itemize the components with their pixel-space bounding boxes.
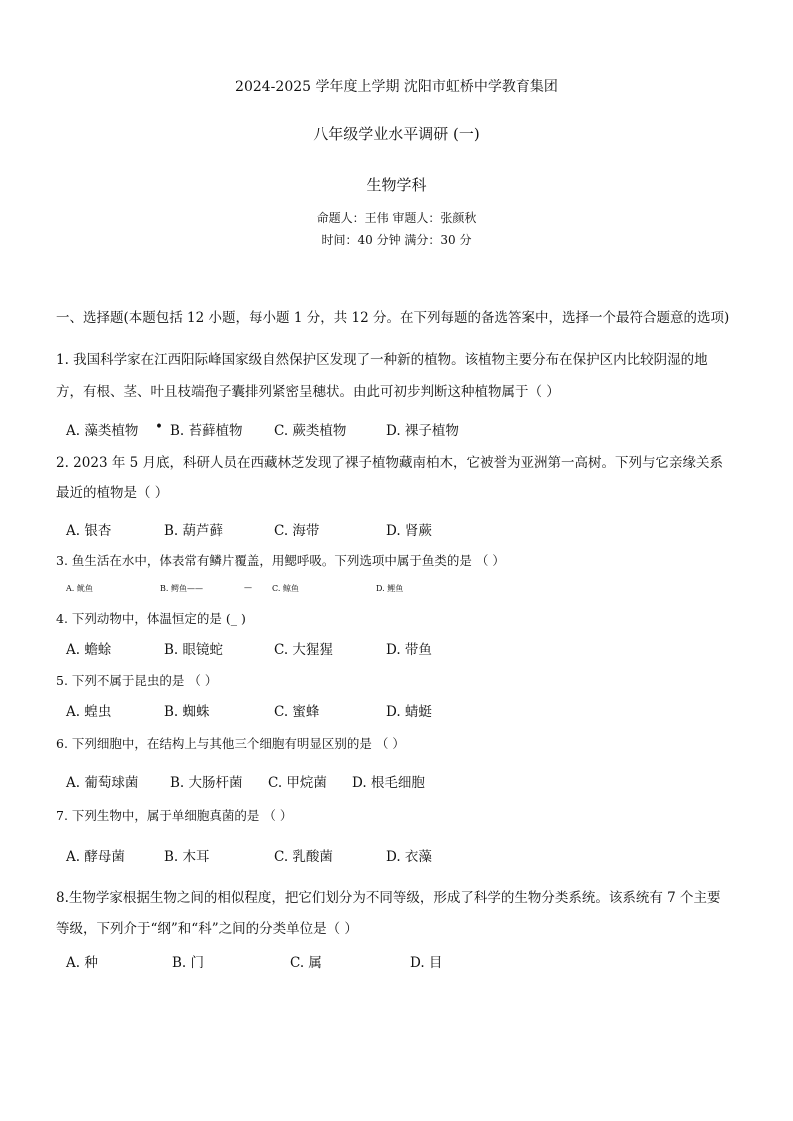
question-2-option-b: B. 葫芦藓 bbox=[164, 523, 224, 539]
subject-title: 生物学科 bbox=[366, 176, 427, 194]
section-heading: 一、选择题(本题包括 12 小题，每小题 1 分，共 12 分。在下列每题的备选答案中，选择一个最符合题意的选项) bbox=[56, 310, 730, 326]
question-2-option-c: C. 海带 bbox=[274, 523, 320, 539]
question-2-option-a: A. 银杏 bbox=[66, 523, 112, 539]
question-3-option-c: C. 鲸鱼 bbox=[272, 584, 299, 593]
question-3-option-b: B. 鳄鱼—— bbox=[160, 584, 203, 593]
question-4-option-a: A. 蟾蜍 bbox=[66, 642, 112, 658]
question-2-option-d: D. 肾蕨 bbox=[386, 523, 432, 539]
question-6-line-1: 6. 下列细胞中，在结构上与其他三个细胞有明显区别的是 （ ） bbox=[56, 736, 405, 751]
question-5-option-c: C. 蜜蜂 bbox=[274, 704, 320, 720]
question-8-option-a: A. 种 bbox=[66, 955, 98, 971]
exam-name: 八年级学业水平调研 (一) bbox=[313, 125, 480, 143]
question-7-option-a: A. 酵母菌 bbox=[66, 849, 125, 865]
question-5-line-1: 5. 下列不属于昆虫的是 （ ） bbox=[56, 673, 218, 688]
question-7-line-1: 7. 下列生物中，属于单细胞真菌的是 （ ） bbox=[56, 808, 293, 823]
question-8-option-c: C. 属 bbox=[290, 955, 322, 971]
question-1-option-b: B. 苔藓植物 bbox=[170, 423, 243, 439]
question-4-option-d: D. 带鱼 bbox=[386, 642, 432, 658]
question-7-option-c: C. 乳酸菌 bbox=[274, 849, 333, 865]
question-6-option-a: A. 葡萄球菌 bbox=[66, 775, 139, 791]
question-7-option-d: D. 衣藻 bbox=[386, 849, 432, 865]
question-3-line-1: 3. 鱼生活在水中，体表常有鳞片覆盖，用鳃呼吸。下列选项中属于鱼类的是 （ ） bbox=[56, 553, 505, 568]
question-1-stray-dot: • bbox=[155, 419, 163, 435]
authors-line: 命题人：王伟 审题人：张颜秋 bbox=[316, 211, 477, 225]
question-2-line-1: 2. 2023 年 5 月底，科研人员在西藏林芝发现了裸子植物藏南柏木，它被誉为亚洲第一高树。下列与它亲缘关系 bbox=[56, 455, 723, 471]
question-8-line-2: 等级，下列介于“纲”和“科”之间的分类单位是（ ） bbox=[56, 921, 358, 937]
question-2-line-2: 最近的植物是（ ） bbox=[56, 485, 169, 501]
question-8-line-1: 8.生物学家根据生物之间的相似程度，把它们划分为不同等级，形成了科学的生物分类系统。该系统有 7 个主要 bbox=[56, 890, 721, 906]
question-4-line-1: 4. 下列动物中，体温恒定的是 (_ ) bbox=[56, 611, 246, 626]
question-7-option-b: B. 木耳 bbox=[164, 849, 210, 865]
question-1-option-c: C. 蕨类植物 bbox=[274, 423, 347, 439]
question-1-line-1: 1. 我国科学家在江西阳际峰国家级自然保护区发现了一种新的植物。该植物主要分布在保护区内比较阴湿的地 bbox=[56, 352, 708, 368]
question-8-option-d: D. 目 bbox=[410, 955, 443, 971]
question-1-option-d: D. 裸子植物 bbox=[386, 423, 459, 439]
question-5-option-d: D. 蜻蜓 bbox=[386, 704, 432, 720]
question-1-option-a: A. 藻类植物 bbox=[66, 423, 139, 439]
question-6-option-c: C. 甲烷菌 bbox=[268, 775, 327, 791]
question-4-option-b: B. 眼镜蛇 bbox=[164, 642, 224, 658]
question-4-option-c: C. 大猩猩 bbox=[274, 642, 333, 658]
question-3-dash: — bbox=[244, 583, 252, 592]
question-1-line-2: 方，有根、茎、叶且枝端孢子囊排列紧密呈穗状。由此可初步判断这种植物属于（ ） bbox=[56, 384, 560, 400]
question-3-option-a: A. 鱿鱼 bbox=[66, 584, 93, 593]
question-5-option-b: B. 蜘蛛 bbox=[164, 704, 210, 720]
time-score-line: 时间：40 分钟 满分：30 分 bbox=[321, 233, 472, 247]
exam-school-title: 2024-2025 学年度上学期 沈阳市虹桥中学教育集团 bbox=[235, 79, 558, 95]
question-6-option-b: B. 大肠杆菌 bbox=[170, 775, 243, 791]
question-8-option-b: B. 门 bbox=[172, 955, 205, 971]
question-3-option-d: D. 鲤鱼 bbox=[376, 584, 404, 593]
question-5-option-a: A. 蝗虫 bbox=[66, 704, 112, 720]
question-6-option-d: D. 根毛细胞 bbox=[352, 775, 425, 791]
